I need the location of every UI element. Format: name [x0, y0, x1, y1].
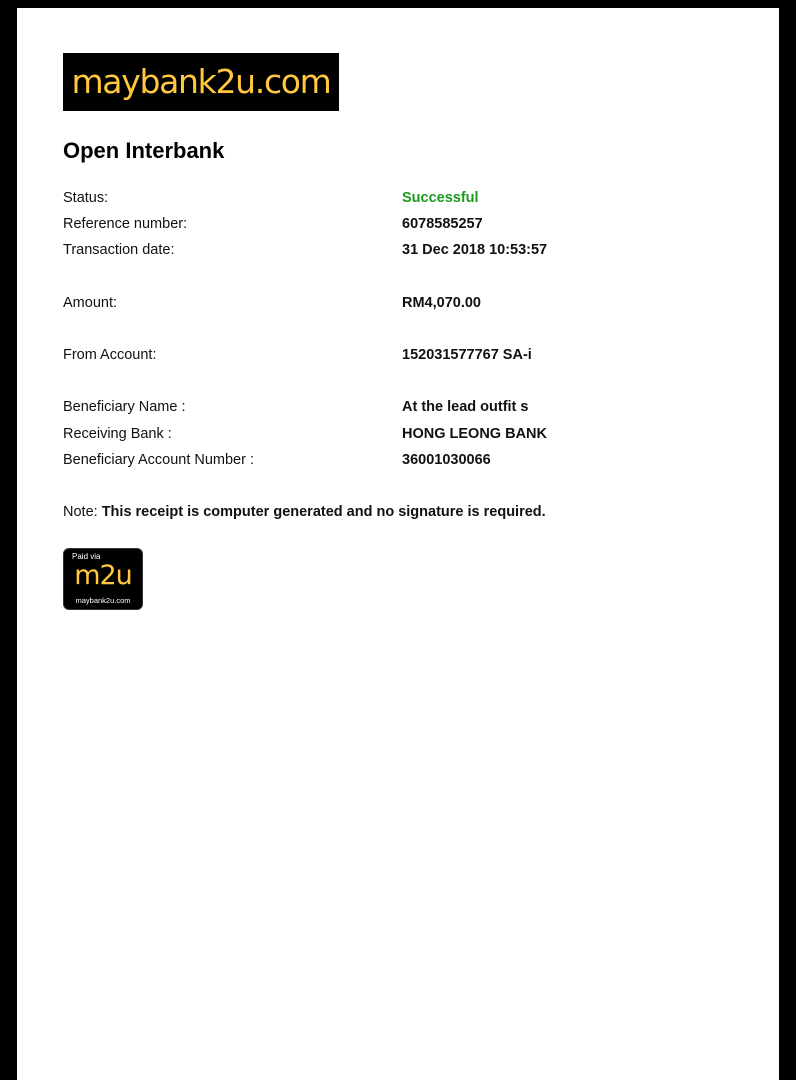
receipt-page	[17, 8, 779, 1080]
beneficiary-name-row	[63, 399, 723, 419]
status-value: Successful	[402, 190, 479, 206]
m2u-logo: m2u	[74, 560, 132, 591]
maybank2u-logo	[63, 53, 339, 111]
status-row	[63, 190, 723, 210]
receiving-bank-row	[63, 426, 723, 446]
reference-label: Reference number:	[63, 216, 188, 232]
paid-via-m2u-badge	[63, 548, 143, 610]
date-label: Transaction date:	[63, 242, 175, 258]
date-row	[63, 242, 723, 262]
logo-text: maybank2u.com	[71, 61, 331, 101]
receipt-title: Open Interbank	[63, 138, 225, 163]
note-text: This receipt is computer generated and no signature is required.	[101, 504, 546, 520]
note-prefix: Note:	[63, 504, 98, 520]
from-account-row	[63, 347, 723, 367]
from-account-label: From Account:	[63, 347, 157, 363]
receipt-note	[63, 504, 546, 520]
date-value: 31 Dec 2018 10:53:57	[402, 242, 548, 258]
beneficiary-name-value: At the lead outfit s	[402, 399, 529, 415]
receiving-bank-label: Receiving Bank :	[63, 426, 172, 442]
from-account-value: 152031577767 SA-i	[402, 347, 532, 363]
beneficiary-account-value: 36001030066	[402, 452, 491, 468]
receiving-bank-value: HONG LEONG BANK	[402, 426, 547, 442]
reference-row	[63, 216, 723, 236]
status-label: Status:	[63, 190, 109, 206]
amount-label: Amount:	[63, 295, 117, 311]
amount-value: RM4,070.00	[402, 295, 481, 311]
beneficiary-account-label: Beneficiary Account Number :	[63, 452, 255, 468]
beneficiary-name-label: Beneficiary Name :	[63, 399, 186, 415]
badge-site: maybank2u.com	[75, 596, 131, 605]
beneficiary-account-row	[63, 452, 723, 472]
amount-row	[63, 295, 723, 315]
paid-via-label: Paid via	[72, 552, 101, 561]
reference-value: 6078585257	[402, 216, 483, 232]
